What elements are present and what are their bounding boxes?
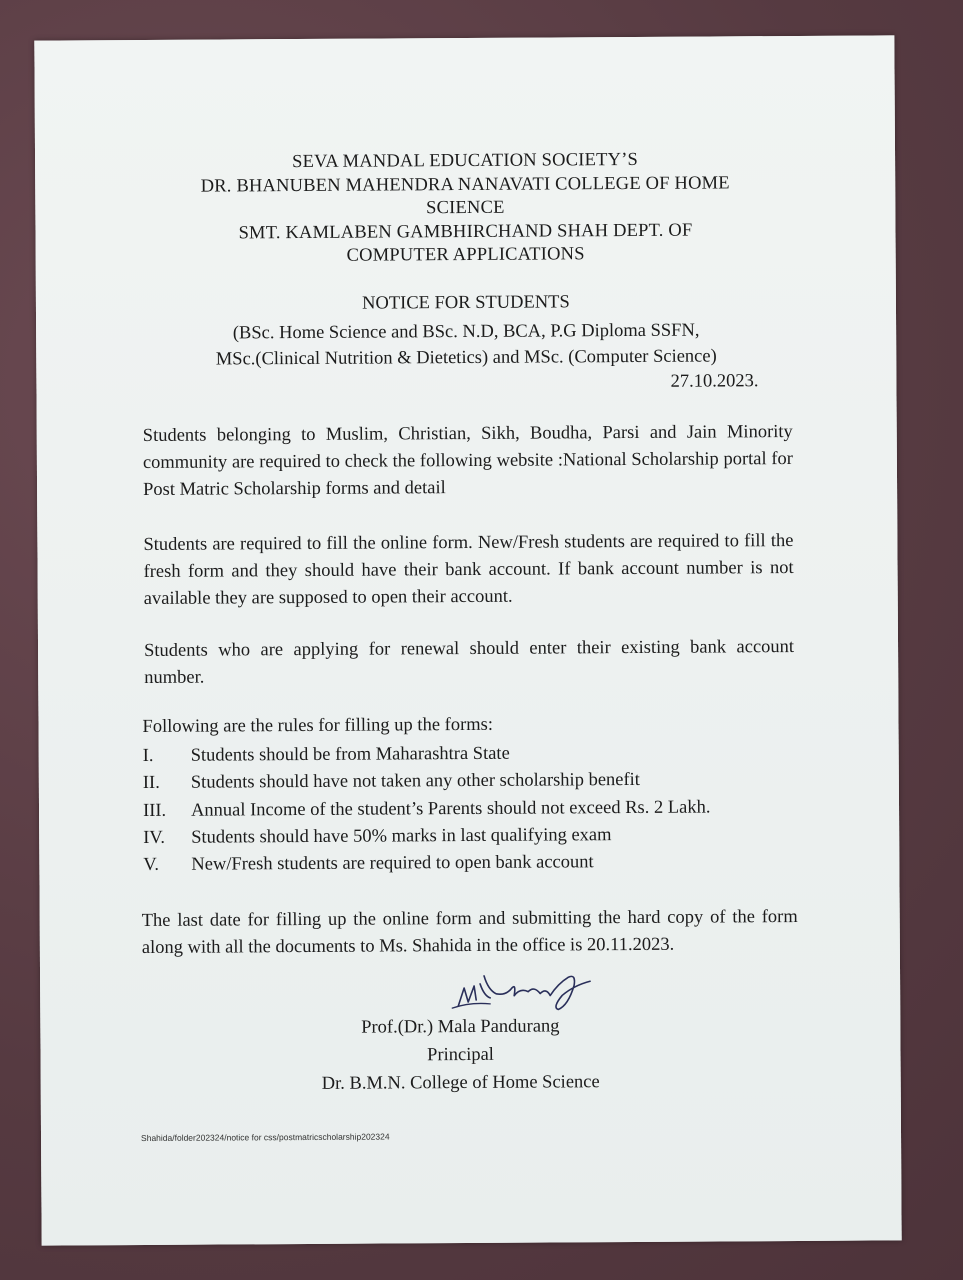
rules-list	[143, 739, 824, 880]
rule-item	[143, 848, 823, 879]
rule-text: Students should have 50% marks in last qualifying exam	[191, 825, 612, 848]
signatory-title: Principal	[427, 1044, 494, 1066]
rule-number: IV.	[143, 827, 166, 848]
rule-text: Annual Income of the student’s Parents should not exceed Rs. 2 Lakh.	[190, 797, 711, 821]
rule-item	[143, 821, 823, 852]
rule-number: V.	[143, 855, 160, 876]
rule-text: Students should have not taken any other scholarship benefit	[190, 770, 640, 793]
file-path-footer: Shahida/folder202324/notice for css/postmatricscholarship202324	[141, 1131, 390, 1144]
department-name-line2: COMPUTER APPLICATIONS	[346, 244, 585, 266]
society-name: SEVA MANDAL EDUCATION SOCIETY’S	[292, 149, 639, 173]
rule-item	[143, 739, 823, 770]
department-name-line1: SMT. KAMLABEN GAMBHIRCHAND SHAH DEPT. OF	[238, 220, 693, 243]
signatory-name: Prof.(Dr.) Mala Pandurang	[361, 1016, 560, 1038]
college-name-line2: SCIENCE	[426, 197, 505, 219]
notice-date: 27.10.2023.	[670, 371, 759, 392]
rule-text: Students should be from Maharashtra State	[190, 743, 510, 766]
rule-text: New/Fresh students are required to open bank account	[191, 852, 594, 875]
rule-item	[143, 793, 823, 824]
paragraph-online-form: Students are required to fill the online form. New/Fresh students are required to fill the fresh form and they should have their bank account. If bank account number is not available they are supposed to open their account.	[143, 531, 794, 609]
college-name-line1: DR. BHANUBEN MAHENDRA NANAVATI COLLEGE OF HOME	[200, 172, 730, 197]
letterhead	[135, 148, 796, 270]
rules-intro: Following are the rules for filling up the forms:	[142, 714, 493, 737]
notice-audience-line2: MSc.(Clinical Nutrition & Dietetics) and MSc. (Computer Science)	[215, 346, 717, 370]
signatory-block	[270, 1012, 651, 1098]
notice-audience-line1: (BSc. Home Science and BSc. N.D, BCA, P.G Diploma SSFN,	[232, 320, 700, 344]
paragraph-eligibility: Students belonging to Muslim, Christian, Sikh, Boudha, Parsi and Jain Minority community are required to check the following website :National Scholarship portal for Post Matric Scholarship forms and detail	[142, 422, 793, 500]
notice-audience	[96, 317, 836, 374]
rule-item	[143, 766, 823, 797]
paragraph-last-date: The last date for filling up the online form and submitting the hard copy of the form along with all the documents to Ms. Shahida in the office is 20.11.2023.	[141, 906, 798, 958]
notice-paper	[34, 35, 901, 1245]
rule-number: I.	[142, 745, 154, 766]
signatory-institution: Dr. B.M.N. College of Home Science	[321, 1072, 600, 1094]
rule-number: III.	[142, 800, 167, 821]
notice-title: NOTICE FOR STUDENTS	[362, 292, 570, 314]
paragraph-renewal: Students who are applying for renewal should enter their existing bank account number.	[143, 637, 795, 688]
rule-number: II.	[142, 773, 160, 794]
